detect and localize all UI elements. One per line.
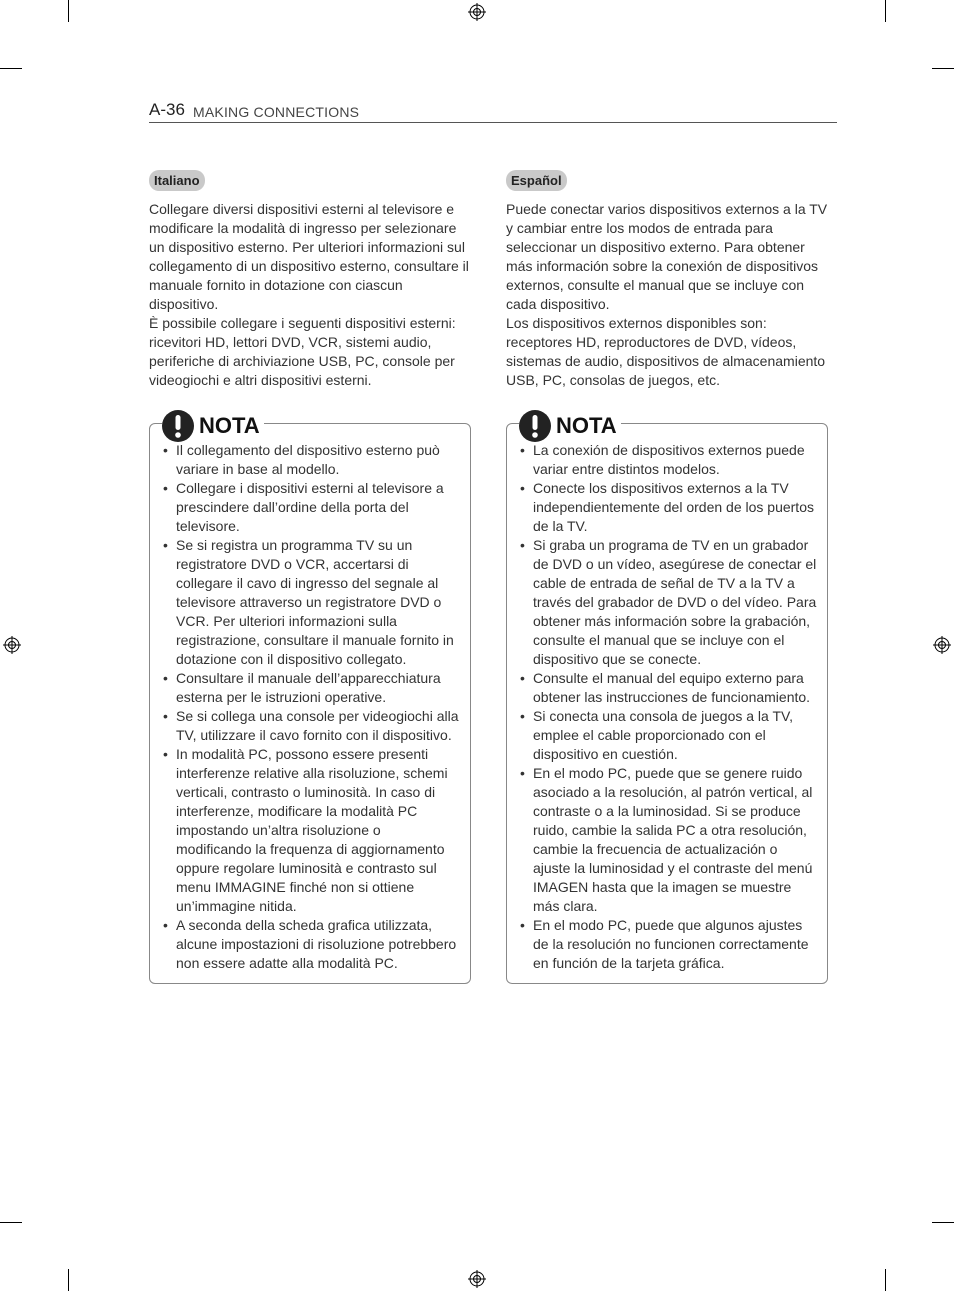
exclamation-icon [519, 410, 551, 442]
crop-mark [932, 68, 954, 69]
registration-mark-icon [468, 1270, 486, 1288]
registration-mark-icon [468, 3, 486, 21]
note-box-italiano [149, 413, 471, 984]
list-item: • In modalità PC, possono essere presenti interferenze relative alla risoluzione, schemi verticali, contrasto o luminosità. In caso di interferenze, modificare la modalità PC impostando un’altra risoluzione o modificando la frequenza di aggiornamento oppure regolare luminosità e contrasto sul menu IMMAGINE finché non si ottiene un’immagine nitida. [162, 745, 460, 916]
list-item: • La conexión de dispositivos externos puede variar entre distintos modelos. [519, 441, 817, 479]
note-heading [519, 410, 621, 442]
note-list-espanol [519, 441, 817, 973]
note-title: NOTA [199, 413, 260, 438]
italiano-column [149, 170, 471, 984]
crop-mark [0, 68, 22, 69]
list-item: • Conecte los dispositivos externos a la TV independientemente del orden de los puertos de la TV. [519, 479, 817, 536]
list-item: • Collegare i dispositivi esterni al televisore a prescindere dall’ordine della porta del televisore. [162, 479, 460, 536]
language-badge-espanol: Español [506, 170, 567, 191]
page-number: A-36 [149, 100, 185, 119]
crop-mark [68, 0, 69, 22]
crop-mark [0, 1222, 22, 1223]
paragraph: Puede conectar varios dispositivos externos a la TV y cambiar entre los modos de entrada para seleccionar un dispositivo externo. Para obtener más información sobre la conexión de dispositivos externos, consulte el manual que se incluye con cada dispositivo. [506, 201, 828, 312]
list-item: • Se si registra un programma TV su un registratore DVD o VCR, accertarsi di collegare il cavo di ingresso del segnale al televisore attraverso un registratore DVD o VCR. Per ulteriori informazioni sulla registrazione, consultare il manuale fornito in dotazione con il dispositivo collegato. [162, 536, 460, 669]
exclamation-icon [162, 410, 194, 442]
paragraph: Los dispositivos externos disponibles son: receptores HD, reproductores de DVD, vídeos, sistemas de audio, dispositivos de almacenamiento USB, PC, consolas de juegos, etc. [506, 315, 826, 388]
crop-mark [932, 1222, 954, 1223]
list-item: • En el modo PC, puede que algunos ajustes de la resolución no funcionen correctamente en función de la tarjeta gráfica. [519, 916, 817, 973]
note-heading [162, 410, 264, 442]
note-box-espanol [506, 413, 828, 984]
list-item: • Consultare il manuale dell’apparecchiatura esterna per le istruzioni operative. [162, 669, 460, 707]
crop-mark [885, 0, 886, 22]
crop-mark [885, 1269, 886, 1291]
paragraph: Collegare diversi dispositivi esterni al televisore e modificare la modalità di ingresso per selezionare un dispositivo esterno. Per ulteriori informazioni sul collegamento di un dispositivo esterno, consultare il manuale fornito in dotazione con ciascun dispositivo. [149, 201, 469, 312]
list-item: • Se si collega una console per videogiochi alla TV, utilizzare il cavo fornito con il dispositivo. [162, 707, 460, 745]
list-item: • Il collegamento del dispositivo esterno può variare in base al modello. [162, 441, 460, 479]
paragraph: È possibile collegare i seguenti dispositivi esterni: ricevitori HD, lettori DVD, VCR, sistemi audio, periferiche di archiviazione USB, PC, console per videogiochi e altri dispositivi esterni. [149, 315, 456, 388]
crop-mark [68, 1269, 69, 1291]
registration-mark-icon [3, 636, 21, 654]
note-title: NOTA [556, 413, 617, 438]
note-list-italiano [162, 441, 460, 973]
list-item: • Si conecta una consola de juegos a la TV, emplee el cable proporcionado con el dispositivo en cuestión. [519, 707, 817, 764]
list-item: • Si graba un programa de TV en un grabador de DVD o un vídeo, asegúrese de conectar el cable de entrada de señal de TV a la TV a través del grabador de DVD o del vídeo. Para obtener más información sobre la grabación, consulte el manual que se incluye con el dispositivo que se conecte. [519, 536, 817, 669]
page-header [149, 100, 837, 123]
espanol-column [506, 170, 828, 984]
list-item: • En el modo PC, puede que se genere ruido asociado a la resolución, al patrón vertical, al contraste o a la luminosidad. Si se produce ruido, cambie la salida PC a otra resolución, cambie la frecuencia de actualización o ajuste la luminosidad y el contraste del menú IMAGEN hasta que la imagen se muestre más clara. [519, 764, 817, 916]
espanol-intro [506, 200, 828, 390]
list-item: • Consulte el manual del equipo externo para obtener las instrucciones de funcionamiento. [519, 669, 817, 707]
registration-mark-icon [933, 636, 951, 654]
language-badge-italiano: Italiano [149, 170, 205, 191]
section-title: MAKING CONNECTIONS [193, 104, 360, 120]
list-item: • A seconda della scheda grafica utilizzata, alcune impostazioni di risoluzione potrebbero non essere adatte alla modalità PC. [162, 916, 460, 973]
italiano-intro [149, 200, 471, 390]
